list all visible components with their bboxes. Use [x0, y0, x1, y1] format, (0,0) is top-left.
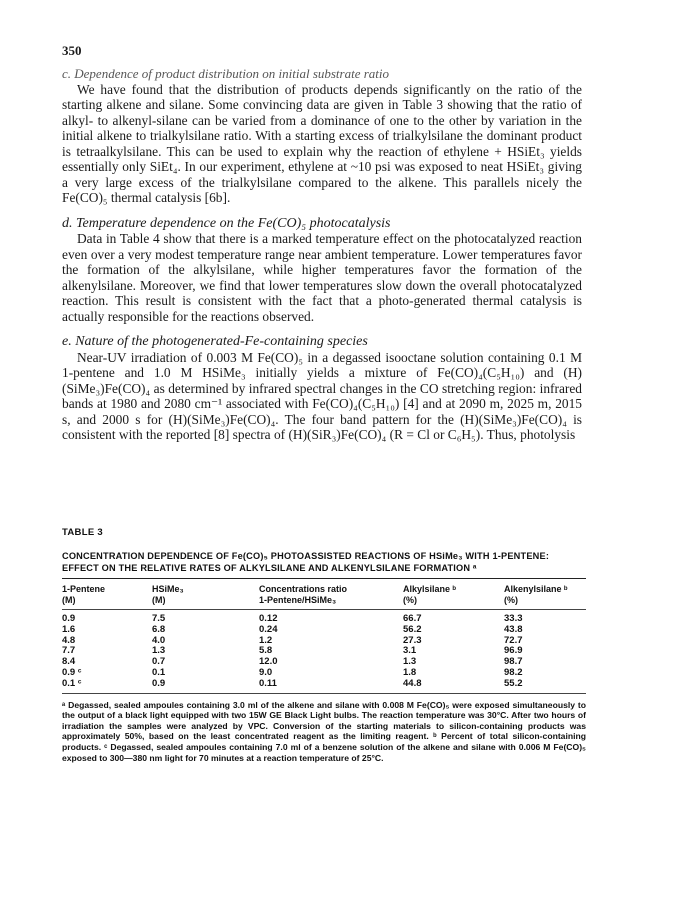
table-bottom-rule: [62, 693, 586, 694]
table-row: 4.8 4.0 1.2 27.3 72.7: [62, 634, 523, 646]
section-paragraph-d: Data in Table 4 show that there is a marked temperature effect on the photocatalyzed reaction even over a very modest temperature range near ambient temperature. Lower temperatures favor the formation of the alkylsilane, while higher temperatures favor the formation of the alkenylsilane. Moreover, we find that lower temperatures slow down the overall photocatalyzed reaction. This result is consistent with the fact that a photo-generated thermal catalysis is actually responsible for the reactions observed.: [62, 231, 582, 324]
table-caption: CONCENTRATION DEPENDENCE OF Fe(CO)₅ PHOTOASSISTED REACTIONS OF HSiMe₃ WITH 1-PENTENE: EFFECT ON THE RELATIVE RATES OF ALKYLSILANE AND ALKENYLSILANE FORMATION ᵃ: [62, 551, 550, 573]
header-alkylsilane: Alkylsilane ᵇ (%): [403, 584, 457, 605]
table-body: [62, 614, 586, 690]
section-heading-d: d. Temperature dependence on the Fe(CO)₅ photocatalysis: [62, 215, 391, 231]
header-alkenylsilane: Alkenylsilane ᵇ (%): [504, 584, 568, 605]
table-footnotes: ᵃ Degassed, sealed ampoules containing 3.0 ml of the alkene and silane with 0.008 M Fe(CO)₅ were exposed simultaneously to the output of a black light equipped with two 15W GE Black Light bulbs. The reaction temperature was 30°C. After two hours of irradiation the samples were analyzed by VPC. Conversion of the starting materials to silicon-containing products was approximately 50%, based on the least concentrated reagent as the limiting reagent. ᵇ Percent of total silicon-containing products. ᶜ Degassed, sealed ampoules containing 7.0 ml of a benzene solution of the alkene and silane with 0.006 M Fe(CO)₅ exposed to 300—380 nm light for 70 minutes at a reaction temperature of 25°C.: [62, 699, 586, 763]
page-number: 350: [62, 43, 82, 58]
section-heading-c: c. Dependence of product distribution on initial substrate ratio: [62, 66, 390, 81]
table-row: 0.9 ᶜ 0.1 9.0 1.8 98.2: [62, 666, 523, 678]
header-ratio: Concentrations ratio 1-Pentene/HSiMe₃: [259, 584, 348, 605]
table-row: 0.1 ᶜ 0.9 0.11 44.8 55.2: [62, 677, 523, 689]
table-row: 1.6 6.8 0.24 56.2 43.8: [62, 623, 523, 635]
body-text: [62, 66, 582, 443]
table-label: TABLE 3: [62, 527, 103, 538]
section-paragraph-e: Near-UV irradiation of 0.003 M Fe(CO)₅ in a degassed isooctane solution containing 0.1 M 1-pentene and 1.0 M HSiMe₃ initially yields a mixture of Fe(CO)₄(C₅H₁₀) and (H)(SiMe₃)Fe(CO)₄ as determined by infrared spectral changes in the CO stretching region: infrared bands at 1980 and 2080 cm⁻¹ associated with Fe(CO)₄(C₅H₁₀) [4] and at 2090 m, 2025 m, 2015 s, and 2000 s for (H)(SiMe₃)Fe(CO)₄. The four band pattern for the (H)(SiMe₃)Fe(CO)₄ is consistent with the reported [8] spectra of (H)(SiR₃)Fe(CO)₄ (R = Cl or C₆H₅). Thus, photolysis: [62, 349, 582, 442]
table-header: [62, 582, 586, 606]
table-row: 7.7 1.3 5.8 3.1 96.9: [62, 645, 523, 657]
table-row: 0.9 7.5 0.12 66.7 33.3: [62, 613, 523, 624]
header-hsime3: HSiMe₃ (M): [152, 584, 184, 605]
section-heading-e: e. Nature of the photogenerated-Fe-containing species: [62, 334, 368, 349]
table-3: [62, 527, 586, 763]
table-top-rule: [62, 578, 586, 579]
table-header-rule: [62, 609, 586, 610]
section-paragraph-c: We have found that the distribution of products depends significantly on the ratio of the starting alkene and silane. Some convincing data are given in Table 3 showing that the ratio of alkyl- to alkenyl-silane can be varied from a dominance of one to the other by variation in the initial alkene to trialkylsilane ratio. With a starting excess of trialkylsilane the dominant product is tetraalkylsilane. This can be used to explain why the reaction of ethylene + HSiEt₃ yields essentially only SiEt₄. In our experiment, ethylene at ~10 psi was exposed to neat HSiEt₃ giving a very large excess of the trialkylsilane compared to the alkene. This parallels nicely the Fe(CO)₅ thermal catalysis [6b].: [62, 81, 582, 205]
header-pentene: 1-Pentene (M): [62, 584, 106, 605]
table-row: 8.4 0.7 12.0 1.3 98.7: [62, 656, 523, 668]
